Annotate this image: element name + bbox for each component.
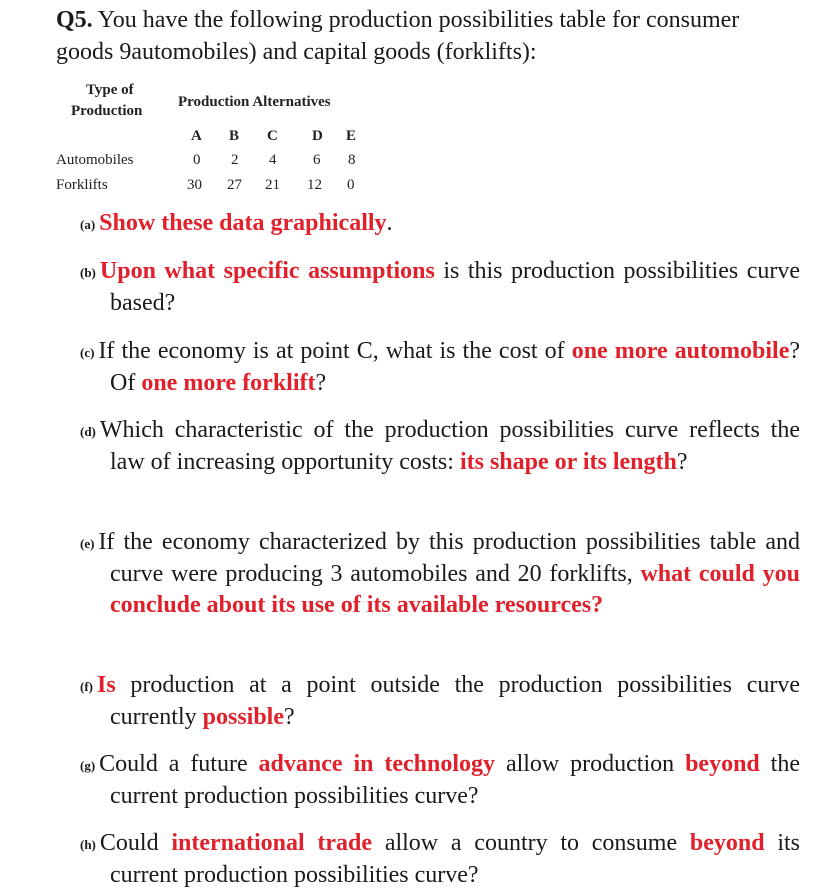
- text: ? Of: [110, 338, 801, 396]
- emphasis: international trade: [171, 830, 373, 856]
- table-cell: 12: [307, 177, 322, 193]
- text: ?: [284, 703, 295, 730]
- text: Which characteristic of the production possibilities curve reflects the law of increasing opportunity costs:: [99, 417, 800, 475]
- question-b: [80, 256, 800, 319]
- emphasis: one more automobile: [571, 338, 790, 364]
- table-cell: 21: [265, 177, 280, 193]
- item-label: (b): [80, 264, 96, 280]
- column-header: B: [229, 128, 240, 144]
- text: ?: [676, 448, 688, 475]
- text: the current production possibilities curve?: [110, 751, 800, 809]
- item-label: (e): [80, 535, 95, 551]
- text: its current production possibilities curve?: [110, 830, 800, 888]
- question-d: [80, 415, 800, 478]
- text: allow production: [495, 751, 686, 777]
- question-text: You have the following production possibilities table for consumer goods 9automobiles) and capital goods (forklifts):: [56, 7, 740, 65]
- question-title: [56, 4, 796, 68]
- item-label: (g): [80, 757, 96, 773]
- text: .: [386, 210, 393, 236]
- text: is this production possibilities curve based?: [110, 258, 801, 316]
- emphasis: Show these data graphically: [99, 210, 387, 236]
- table-cell: 2: [231, 152, 239, 168]
- row-label-automobiles: Automobiles: [56, 152, 134, 168]
- table-cell: 0: [193, 152, 201, 168]
- table-cell: 6: [313, 152, 321, 168]
- question-e: [80, 527, 800, 621]
- type-header-line2: Production: [71, 103, 143, 119]
- text: If the economy is at point C, what is the cost of: [98, 338, 572, 364]
- emphasis: what could you conclude about its use of its available resources?: [110, 560, 800, 618]
- row-label-forklifts: Forklifts: [56, 177, 108, 193]
- table-cell: 0: [347, 177, 355, 193]
- emphasis: one more forklift: [141, 369, 316, 396]
- column-header: E: [346, 128, 357, 144]
- text: ?: [315, 369, 327, 396]
- item-label: (c): [80, 344, 95, 360]
- text: allow a country to consume: [372, 830, 690, 856]
- emphasis: Upon what specific assumptions: [99, 258, 435, 284]
- column-header: C: [267, 128, 278, 144]
- column-header: A: [191, 128, 202, 144]
- alternatives-header: Production Alternatives: [178, 94, 331, 110]
- item-label: (a): [80, 216, 96, 232]
- table-cell: 30: [187, 177, 202, 193]
- type-header-line1: Type of: [86, 82, 134, 98]
- emphasis: beyond: [689, 830, 765, 856]
- emphasis: possible: [202, 703, 284, 730]
- text: Could a future: [99, 751, 259, 777]
- question-f: [80, 670, 800, 733]
- emphasis: its shape or its length: [459, 448, 677, 475]
- item-label: (h): [80, 836, 96, 852]
- emphasis: beyond: [685, 751, 760, 777]
- table-cell: 27: [227, 177, 242, 193]
- item-label: (d): [80, 423, 96, 439]
- emphasis: Is: [97, 672, 116, 698]
- question-c: [80, 336, 800, 399]
- question-g: [80, 749, 800, 812]
- table-cell: 4: [269, 152, 277, 168]
- text: If the economy characterized by this production possibilities table and curve were producing 3 automobiles and 20 forklifts,: [98, 529, 800, 587]
- question-number: Q5.: [56, 7, 93, 33]
- text: production at a point outside the production possibilities curve currently: [110, 672, 800, 730]
- question-a: [80, 208, 770, 240]
- item-label: (f): [80, 678, 93, 694]
- emphasis: advance in technology: [258, 751, 496, 777]
- question-h: [80, 828, 800, 891]
- column-header: D: [312, 128, 323, 144]
- text: Could: [99, 830, 172, 856]
- table-cell: 8: [348, 152, 356, 168]
